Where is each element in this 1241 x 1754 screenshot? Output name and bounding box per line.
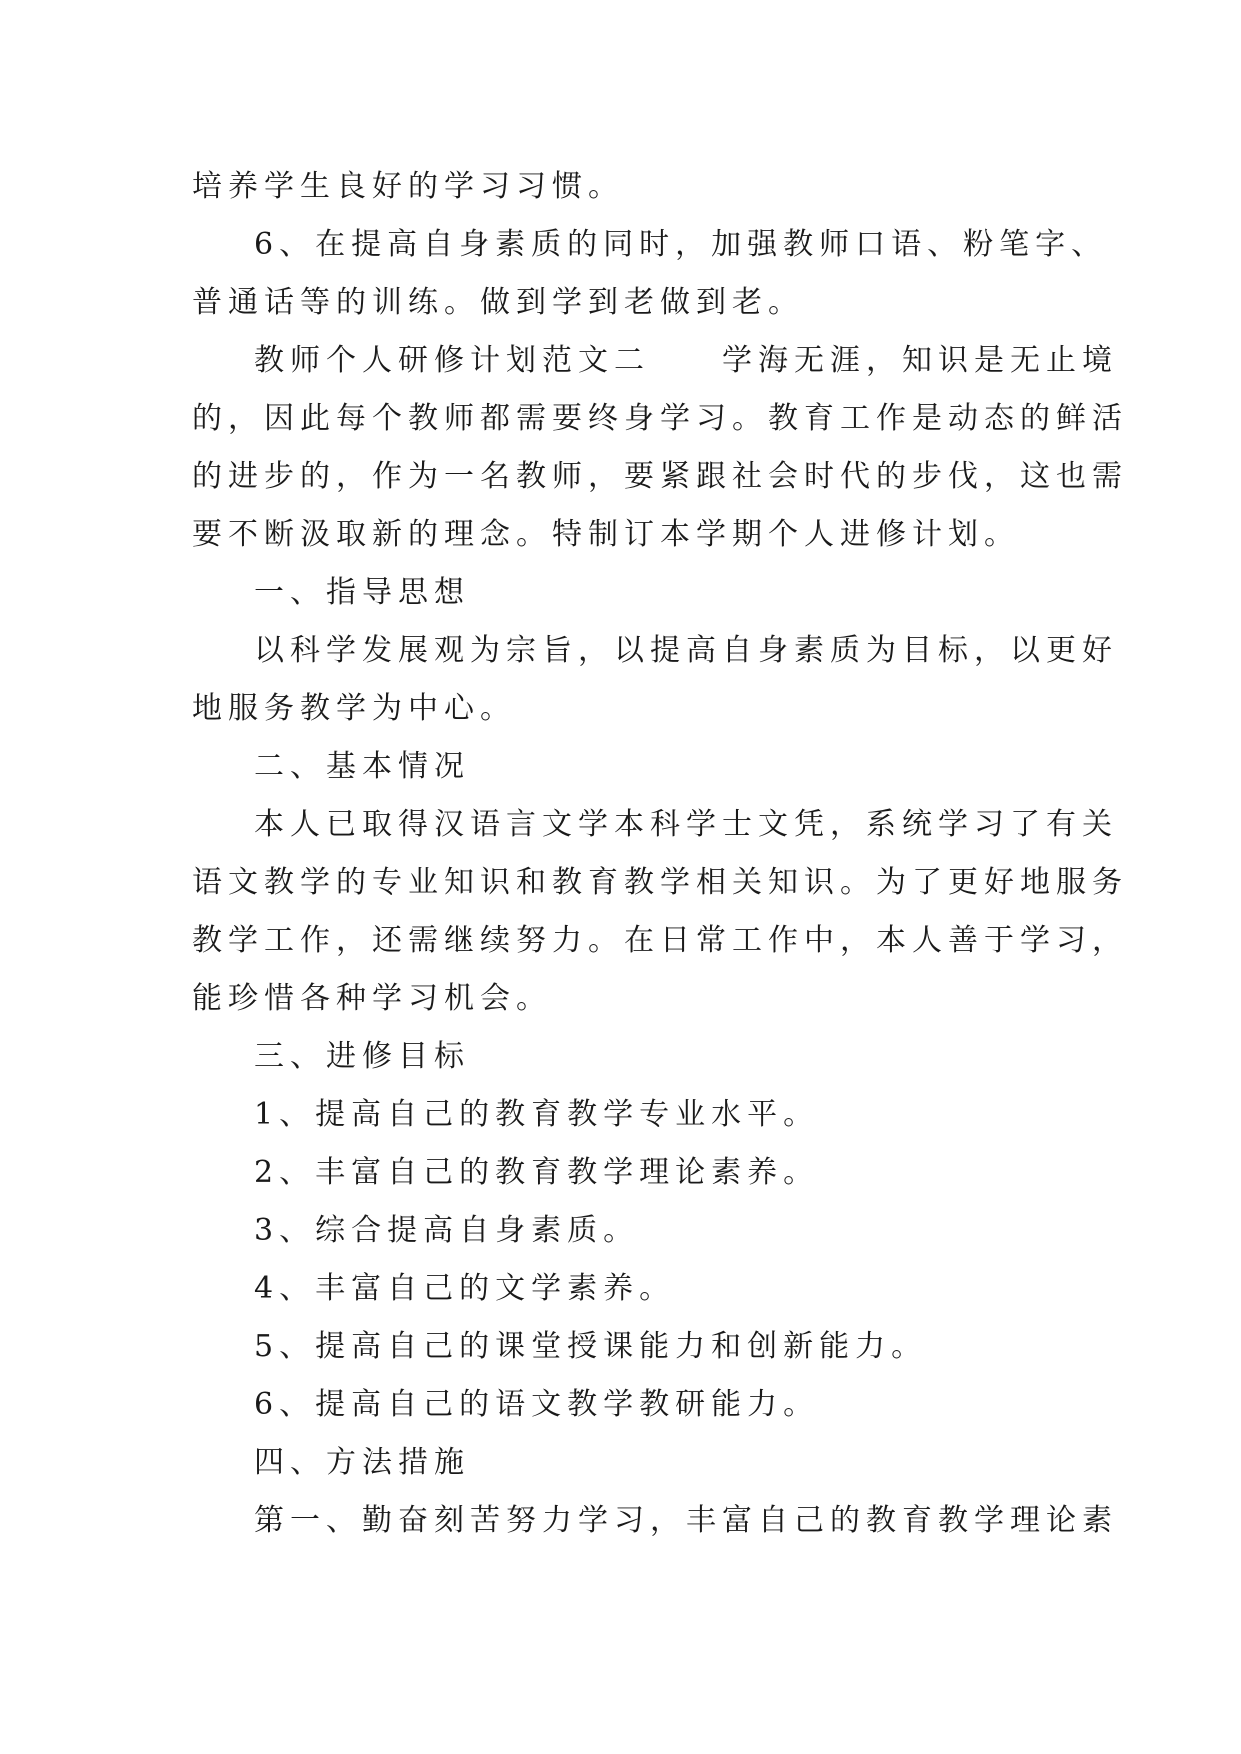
text-line: 要不断汲取新的理念。特制订本学期个人进修计划。	[192, 517, 1020, 552]
text-line: 教师个人研修计划范文二 学海无涯，知识是无止境	[254, 343, 1118, 378]
text-line: 以科学发展观为宗旨，以提高自身素质为目标，以更好	[254, 633, 1118, 668]
text-line: 的，因此每个教师都需要终身学习。教育工作是动态的鲜活	[192, 401, 1128, 436]
document-body	[192, 158, 1128, 1550]
text-line: 的进步的，作为一名教师，要紧跟社会时代的步伐，这也需	[192, 459, 1128, 494]
text-line: 二、基本情况	[254, 749, 470, 784]
text-line: 教学工作，还需继续努力。在日常工作中，本人善于学习，	[192, 923, 1128, 958]
text-line: 一、指导思想	[254, 575, 470, 610]
text-line: 地服务教学为中心。	[192, 691, 516, 726]
text-line: 本人已取得汉语言文学本科学士文凭，系统学习了有关	[254, 807, 1118, 842]
text-line: 三、进修目标	[254, 1039, 470, 1074]
text-line: 1、提高自己的教育教学专业水平。	[254, 1097, 820, 1132]
text-line: 3、综合提高自身素质。	[254, 1213, 640, 1248]
text-line: 5、提高自己的课堂授课能力和创新能力。	[254, 1329, 928, 1364]
text-line: 四、方法措施	[254, 1445, 470, 1480]
text-line: 4、丰富自己的文学素养。	[254, 1271, 676, 1306]
text-line: 2、丰富自己的教育教学理论素养。	[254, 1155, 820, 1190]
text-line: 第一、勤奋刻苦努力学习，丰富自己的教育教学理论素	[254, 1503, 1118, 1538]
text-line: 培养学生良好的学习习惯。	[192, 169, 624, 204]
text-line: 语文教学的专业知识和教育教学相关知识。为了更好地服务	[192, 865, 1128, 900]
text-line: 6、提高自己的语文教学教研能力。	[254, 1387, 820, 1422]
text-line: 6、在提高自身素质的同时，加强教师口语、粉笔字、	[254, 227, 1108, 262]
text-line: 普通话等的训练。做到学到老做到老。	[192, 285, 804, 320]
text-line: 能珍惜各种学习机会。	[192, 981, 552, 1016]
